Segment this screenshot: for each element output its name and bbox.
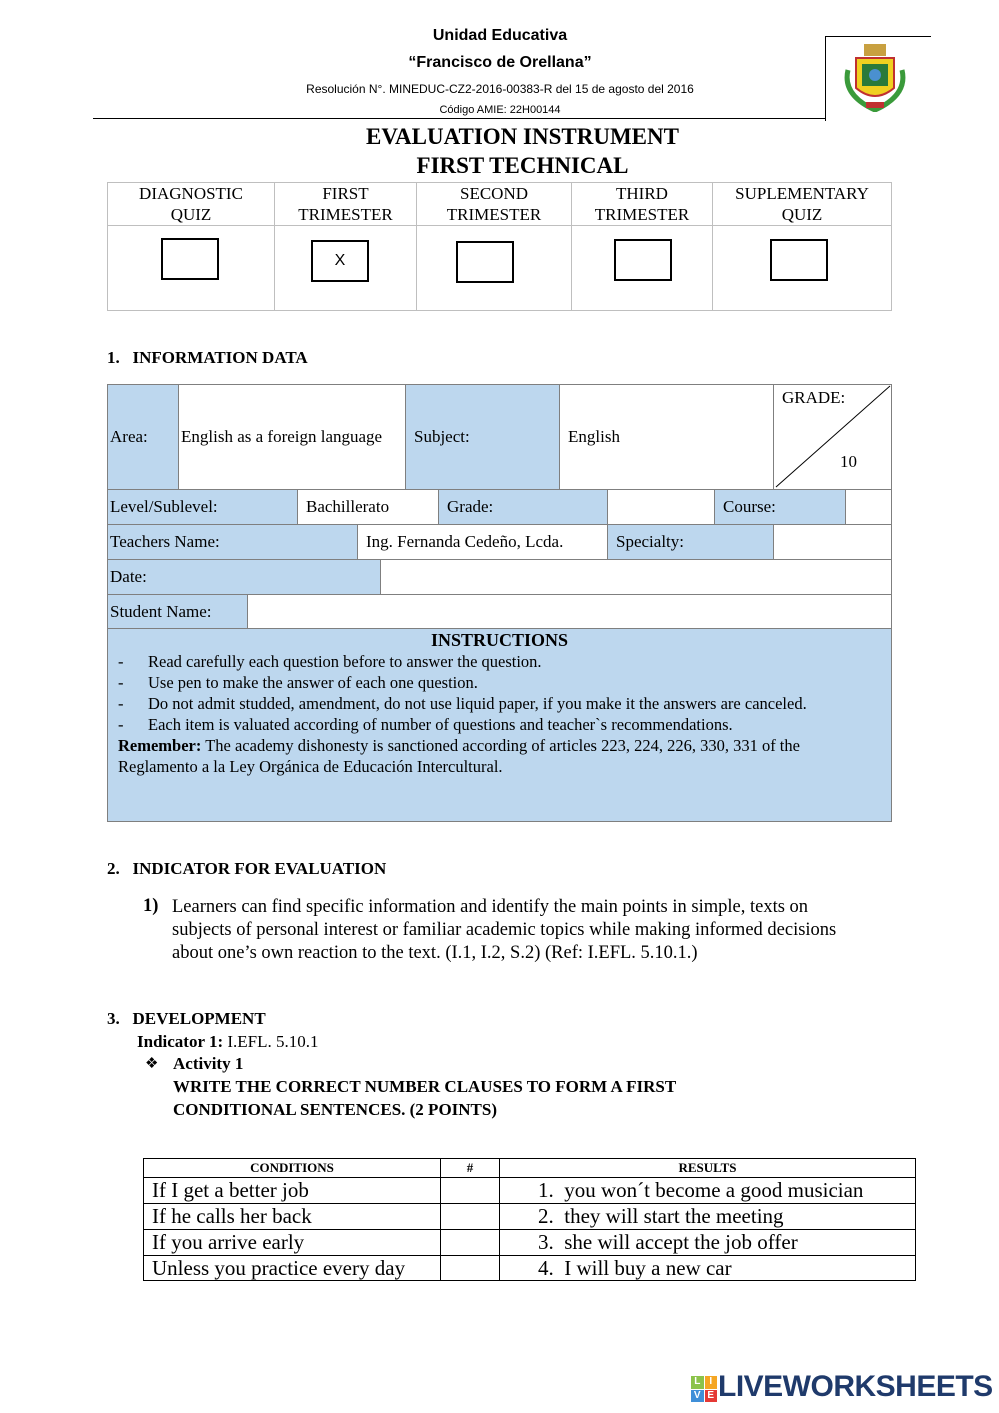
indicator-number: 1): [143, 896, 159, 916]
remember-text: The academy dishonesty is sanctioned according of articles 223, 224, 226, 330, 331 of the Reglamento a la Ley Orgánica de Educación Intercultural.: [118, 736, 800, 776]
indicator-text: Learners can find specific information and identify the main points in simple, texts on subjects of personal interest or familiar academic topics while making informed decisions about one’s own reaction to the text. (I.1, I.2, S.2) (Ref: I.EFL. 5.10.1.): [172, 897, 837, 963]
section-heading: 2. INDICATOR FOR EVALUATION: [107, 859, 387, 878]
header-divider: [93, 118, 826, 119]
exam-type-header: [416, 182, 572, 226]
column-header: #: [440, 1158, 500, 1178]
condition-cell: If he calls her back: [143, 1203, 441, 1230]
document-title: EVALUATION INSTRUMENT: [366, 124, 679, 149]
result-cell: 2. they will start the meeting: [499, 1203, 916, 1230]
student-name-input[interactable]: [247, 594, 892, 629]
teacher-value: Ing. Fernanda Cedeño, Lcda.: [357, 524, 608, 560]
grade-label: Grade:: [438, 489, 608, 525]
activity-instruction: CONDITIONAL SENTENCES. (2 POINTS): [173, 1100, 498, 1119]
section-heading: 3. DEVELOPMENT: [107, 1009, 266, 1028]
label: TRIMESTER: [594, 205, 690, 224]
grade-score-box: [773, 384, 892, 490]
document-subtitle: FIRST TECHNICAL: [416, 153, 629, 178]
remember-note: [118, 735, 881, 777]
area-label: Area:: [107, 384, 179, 490]
instruction-item: - Use pen to make the answer of each one question.: [118, 672, 881, 693]
column-header: RESULTS: [499, 1158, 916, 1178]
label: QUIZ: [170, 205, 212, 224]
second-trimester-checkbox[interactable]: [456, 241, 514, 283]
result-cell: 1. you won´t become a good musician: [499, 1177, 916, 1204]
condition-cell: If I get a better job: [143, 1177, 441, 1204]
amie-code: Código AMIE: 22H00144: [439, 104, 561, 116]
liveworksheets-brand: LIVEWORKSHEETS: [718, 1370, 993, 1403]
subject-label: Subject:: [405, 384, 560, 490]
school-name: Unidad Educativa: [432, 27, 568, 44]
remember-label: Remember:: [118, 736, 202, 755]
instruction-item: - Read carefully each question before to answer the question.: [118, 651, 881, 672]
label: SECOND: [459, 184, 528, 203]
label: SUPLEMENTARY: [735, 184, 869, 203]
diamond-bullet-icon: ❖: [145, 1056, 159, 1072]
instructions-box: [107, 628, 892, 822]
specialty-input[interactable]: [773, 524, 892, 560]
label: TRIMESTER: [446, 205, 542, 224]
logo-letter: I: [705, 1376, 718, 1389]
grade-box-value: 10: [840, 452, 857, 471]
answer-input[interactable]: [440, 1203, 500, 1230]
logo-letter: E: [705, 1390, 718, 1403]
subject-value: English: [559, 384, 774, 490]
answer-input[interactable]: [440, 1229, 500, 1256]
answer-input[interactable]: [440, 1255, 500, 1281]
teacher-label: Teachers Name:: [107, 524, 358, 560]
resolution-text: Resolución N°. MINEDUC-CZ2-2016-00383-R del 15 de agosto del 2016: [306, 82, 694, 96]
instructions-title: INSTRUCTIONS: [430, 630, 569, 650]
exam-type-header: [274, 182, 417, 226]
result-cell: 3. she will accept the job offer: [499, 1229, 916, 1256]
school-name-quoted: “Francisco de Orellana”: [408, 54, 592, 71]
result-cell: 4. I will buy a new car: [499, 1255, 916, 1281]
indicator-value: I.EFL. 5.10.1: [223, 1032, 319, 1051]
logo-letter: V: [691, 1390, 704, 1403]
date-label: Date:: [107, 559, 381, 595]
school-crest-icon: [840, 40, 910, 112]
first-trimester-checkbox[interactable]: X: [311, 240, 369, 282]
instruction-item: - Each item is valuated according of number of questions and teacher`s recommendations.: [118, 714, 881, 735]
third-trimester-checkbox[interactable]: [614, 239, 672, 281]
level-value: Bachillerato: [297, 489, 439, 525]
label: QUIZ: [781, 205, 823, 224]
level-label: Level/Sublevel:: [107, 489, 298, 525]
condition-cell: Unless you practice every day: [143, 1255, 441, 1281]
liveworksheets-logo-icon: [691, 1376, 717, 1402]
area-value: English as a foreign language: [178, 384, 406, 490]
exam-type-header: [107, 182, 275, 226]
diagnostic-quiz-checkbox[interactable]: [161, 238, 219, 280]
course-input[interactable]: [845, 489, 892, 525]
logo-letter: L: [691, 1376, 704, 1389]
exam-type-header: [712, 182, 892, 226]
indicator-reference: [137, 1032, 319, 1052]
condition-cell: If you arrive early: [143, 1229, 441, 1256]
activity-instruction: WRITE THE CORRECT NUMBER CLAUSES TO FORM A FIRST: [173, 1077, 677, 1096]
grade-input[interactable]: [607, 489, 715, 525]
label: THIRD: [616, 184, 668, 203]
indicator-label: Indicator 1:: [137, 1032, 224, 1051]
date-input[interactable]: [380, 559, 892, 595]
suplementary-quiz-checkbox[interactable]: [770, 239, 828, 281]
exam-type-header: [571, 182, 713, 226]
course-label: Course:: [714, 489, 846, 525]
specialty-label: Specialty:: [607, 524, 774, 560]
label: DIAGNOSTIC: [139, 184, 243, 203]
label: FIRST: [322, 184, 369, 203]
column-header: CONDITIONS: [143, 1158, 441, 1178]
instruction-item: - Do not admit studded, amendment, do not use liquid paper, if you make it the answers are canceled.: [118, 693, 881, 714]
answer-input[interactable]: [440, 1177, 500, 1204]
activity-title: Activity 1: [173, 1054, 244, 1073]
section-heading: 1. INFORMATION DATA: [107, 348, 308, 367]
label: TRIMESTER: [298, 205, 393, 224]
student-name-label: Student Name:: [107, 594, 248, 629]
grade-box-label: GRADE:: [782, 388, 846, 407]
